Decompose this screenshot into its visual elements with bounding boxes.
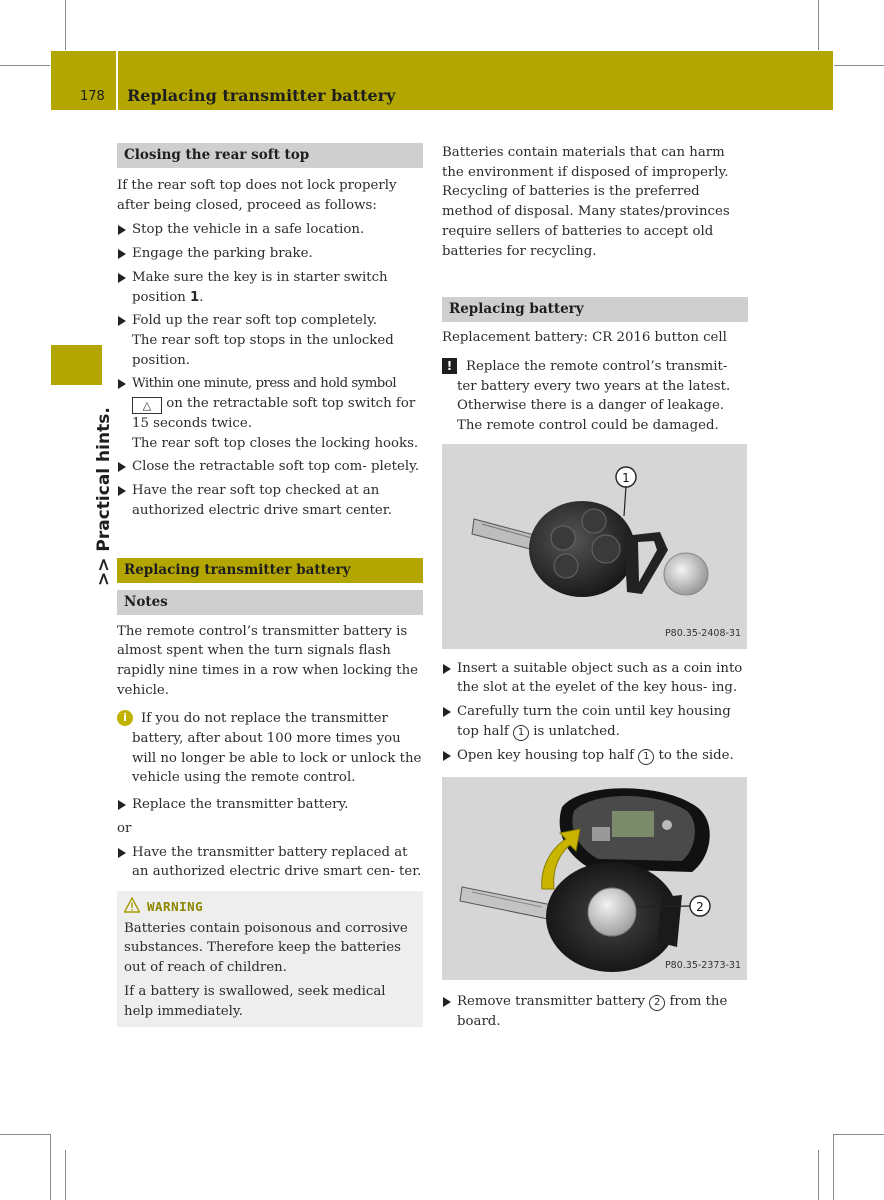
crop-mark [834, 65, 884, 66]
key-closed-illustration [442, 444, 747, 649]
step-item: Replace the transmitter battery. [117, 795, 423, 815]
step-item: Have the transmitter battery replaced at an authorized electric drive smart cen- ter. [117, 843, 423, 882]
step-item: Close the retractable soft top com- pletely. [117, 457, 423, 477]
step-item: Insert a suitable object such as a coin into the slot at the eyelet of the key hous- ing. [442, 659, 748, 698]
step-item: Have the rear soft top checked at an authorized electric drive smart center. [117, 481, 423, 520]
crop-mark [65, 0, 66, 50]
soft-top-icon: △ [132, 397, 162, 414]
side-tab-label: >> Practical hints. [94, 407, 114, 586]
triangle-bullet-icon [443, 997, 451, 1007]
section-heading-replacing: Replacing transmitter battery [117, 558, 423, 583]
triangle-bullet-icon [118, 800, 126, 810]
side-tab-marker [51, 345, 102, 385]
triangle-bullet-icon [118, 225, 126, 235]
crop-mark [65, 1150, 66, 1200]
step-item: Open key housing top half 1 to the side. [442, 746, 748, 766]
crop-mark [0, 65, 50, 66]
crop-mark [50, 1134, 51, 1200]
exclamation-icon: ! [442, 358, 457, 374]
triangle-bullet-icon [118, 273, 126, 283]
callout-1-inline: 1 [513, 725, 529, 741]
warning-box [117, 891, 423, 1027]
left-column [117, 140, 423, 1027]
triangle-bullet-icon [118, 486, 126, 496]
crop-mark [833, 1134, 834, 1200]
warning-text: Batteries contain poisonous and corrosive substances. Therefore keep the batteries out of reach of children. [124, 920, 408, 976]
step-item: Stop the vehicle in a safe location. [117, 220, 423, 240]
page-number: 178 [80, 89, 105, 104]
figure-reference: P80.35-2373-31 [664, 959, 741, 971]
header-divider [116, 51, 118, 110]
callout-2: 2 [696, 900, 704, 915]
callout-2-inline: 2 [649, 995, 665, 1011]
step-item: Within one minute, press and hold symbol △ on the retractable soft top switch for 15 seconds twice. The rear soft top closes the locking hooks. [117, 374, 423, 453]
warning-text: If a battery is swallowed, seek medical help immediately. [124, 983, 386, 1019]
closing-intro: If the rear soft top does not lock properly after being closed, proceed as follows: [117, 178, 397, 213]
triangle-bullet-icon [118, 249, 126, 259]
warning-triangle-icon [124, 897, 140, 913]
step-item: Carefully turn the coin until key housing top half 1 is unlatched. [442, 702, 748, 741]
figure-reference: P80.35-2408-31 [664, 628, 741, 640]
crop-mark [0, 1134, 50, 1135]
step-item: Engage the parking brake. [117, 244, 423, 264]
crop-mark [818, 0, 819, 50]
triangle-bullet-icon [443, 664, 451, 674]
callout-1-inline: 1 [638, 749, 654, 765]
step-item: Make sure the key is in starter switch position 1. [117, 268, 423, 307]
figure-key-open [442, 777, 747, 980]
section-heading-notes: Notes [117, 590, 423, 615]
triangle-bullet-icon [443, 751, 451, 761]
warning-heading: WARNING [124, 897, 416, 917]
triangle-bullet-icon [118, 462, 126, 472]
page-title: Replacing transmitter battery [127, 86, 396, 105]
right-column [442, 140, 748, 1032]
caution-note: ! Replace the remote control’s transmit- ter battery every two years at the latest. Otherwise there is a danger of leakage. The remote control could be damaged. [442, 357, 748, 436]
key-open-illustration [442, 777, 747, 980]
step-item: Fold up the rear soft top completely. The rear soft top stops in the unlocked position. [117, 311, 423, 370]
triangle-bullet-icon [118, 379, 126, 389]
triangle-bullet-icon [118, 848, 126, 858]
info-icon: i [117, 710, 133, 726]
step-item: Remove transmitter battery 2 from the board. [442, 992, 748, 1031]
info-note: i If you do not replace the transmitter battery, after about 100 more times you will no longer be able to lock or unlock the vehicle using the remote control. [117, 709, 423, 788]
notes-intro: The remote control’s transmitter battery is almost spent when the turn signals flash rapidly nine times in a row when locking the vehicle. [117, 623, 419, 698]
crop-mark [818, 1150, 819, 1200]
section-heading-closing: Closing the rear soft top [117, 143, 423, 168]
callout-1: 1 [622, 470, 630, 485]
figure-key-closed [442, 444, 747, 649]
disposal-text: Batteries contain materials that can harm the environment if disposed of improperly. Recycling of batteries is the preferred method of disposal. Many states/provinces require sellers of batteries to accept old batteries for recycling. [442, 145, 730, 259]
replacement-battery-spec: Replacement battery: CR 2016 button cell [442, 330, 727, 346]
triangle-bullet-icon [443, 707, 451, 717]
section-heading-replacing-battery: Replacing battery [442, 297, 748, 322]
crop-mark [834, 1134, 884, 1135]
or-text: or [117, 820, 132, 836]
triangle-bullet-icon [118, 316, 126, 326]
